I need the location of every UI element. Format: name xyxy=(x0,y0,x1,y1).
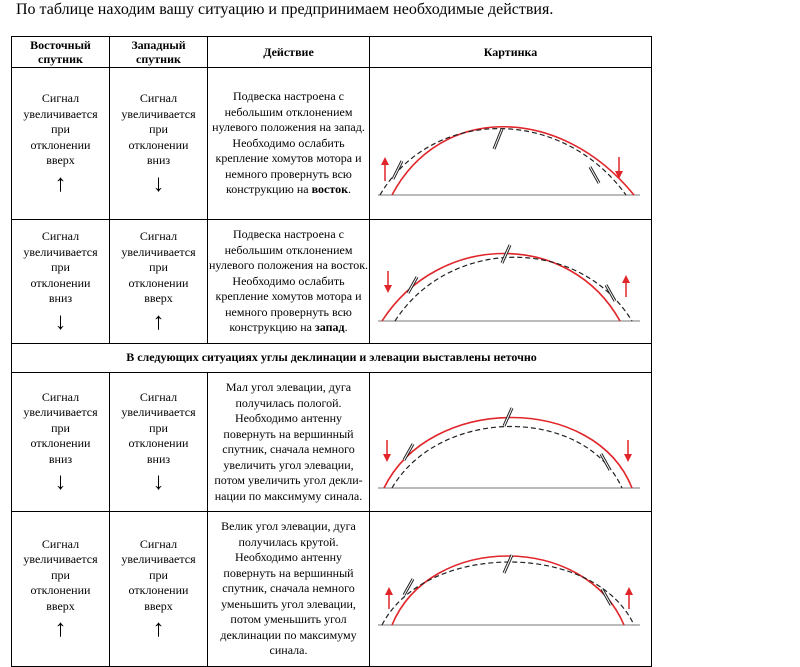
west-signal-cell: Сигнал увеличивается при отклонении вниз ↓ xyxy=(110,68,208,220)
arrow-up-icon xyxy=(385,587,393,609)
arrow-down-icon xyxy=(384,271,392,293)
inaccurate-angles-banner: В следующих ситуациях углы деклинации и элевации выставлены неточно xyxy=(12,344,652,373)
arrow-up-icon: ↑ xyxy=(152,616,165,643)
picture-cell xyxy=(370,512,652,667)
satellite-icon xyxy=(504,555,512,573)
east-signal-cell: Сигнал увеличивается при отклонении вниз ↓ xyxy=(12,220,110,344)
arc-diagram xyxy=(370,221,647,343)
table-row xyxy=(12,220,652,344)
table-row xyxy=(12,373,652,512)
arrow-up-icon xyxy=(381,157,389,181)
arrow-up-icon: ↑ xyxy=(54,170,67,197)
table-header-row xyxy=(12,37,652,68)
action-cell: Мал угол элевации, дуга получилась пологой. Необходимо антенну повернуть на вершинный спутник, сначала немного увеличить угол элевации, потом увеличить угол деклинации по максимуму синала. xyxy=(208,373,370,512)
satellite-icon xyxy=(494,129,502,149)
satellite-icon xyxy=(408,277,417,293)
east-signal-cell: Сигнал увеличивается при отклонении вверх ↑ xyxy=(12,68,110,220)
arrow-down-icon: ↓ xyxy=(152,170,165,197)
arrow-down-icon: ↓ xyxy=(152,469,165,496)
intro-text: По таблице находим вашу ситуацию и предпринимаем необходимые действия. xyxy=(16,1,554,18)
arc-diagram xyxy=(370,69,647,219)
arrow-down-icon xyxy=(624,440,632,462)
east-satellite-header: Восточный спутник xyxy=(12,37,110,68)
action-header: Действие xyxy=(208,37,370,68)
arrow-up-icon xyxy=(625,587,633,609)
satellite-icon xyxy=(393,161,402,179)
table-row xyxy=(12,512,652,667)
arc-diagram xyxy=(370,374,647,511)
picture-header: Картинка xyxy=(370,37,652,68)
east-signal-cell: Сигнал увеличивается при отклонении вверх ↑ xyxy=(12,512,110,667)
west-satellite-header: Западный спутник xyxy=(110,37,208,68)
west-signal-cell: Сигнал увеличивается при отклонении вверх ↑ xyxy=(110,220,208,344)
picture-cell xyxy=(370,68,652,220)
picture-cell xyxy=(370,220,652,344)
satellite-icon xyxy=(601,454,610,470)
action-cell: Подвеска настроена с небольшим отклонением нулевого положения на запад. Необходимо ослабить крепление хомутов мотора и немного провернуть всю конструкцию на восток. xyxy=(208,68,370,220)
arc-diagram xyxy=(370,513,647,666)
picture-cell xyxy=(370,373,652,512)
satellite-icon xyxy=(606,285,615,301)
arrow-down-icon xyxy=(383,440,391,462)
satellite-icon xyxy=(590,167,599,183)
arrow-up-icon xyxy=(622,275,630,297)
west-signal-cell: Сигнал увеличивается при отклонении вниз ↓ xyxy=(110,373,208,512)
arrow-down-icon: ↓ xyxy=(54,469,67,496)
situations-table xyxy=(11,36,652,667)
west-signal-cell: Сигнал увеличивается при отклонении вверх ↑ xyxy=(110,512,208,667)
action-cell: Велик угол элевации, дуга получилась крутой. Необходимо антенну повернуть на вершинный спутник, сначала немного уменьшить угол элевации, потом уменьшить угол деклинации по максимуму синала. xyxy=(208,512,370,667)
table-row xyxy=(12,68,652,220)
table-row xyxy=(12,344,652,373)
action-cell: Подвеска настроена с небольшим отклонением нулевого положения на восток. Необходимо ослабить крепление хомутов мотора и немного провернуть всю конструкцию на запад. xyxy=(208,220,370,344)
arrow-down-icon: ↓ xyxy=(54,308,67,335)
arrow-up-icon: ↑ xyxy=(54,616,67,643)
arrow-up-icon: ↑ xyxy=(152,308,165,335)
east-signal-cell: Сигнал увеличивается при отклонении вниз ↓ xyxy=(12,373,110,512)
